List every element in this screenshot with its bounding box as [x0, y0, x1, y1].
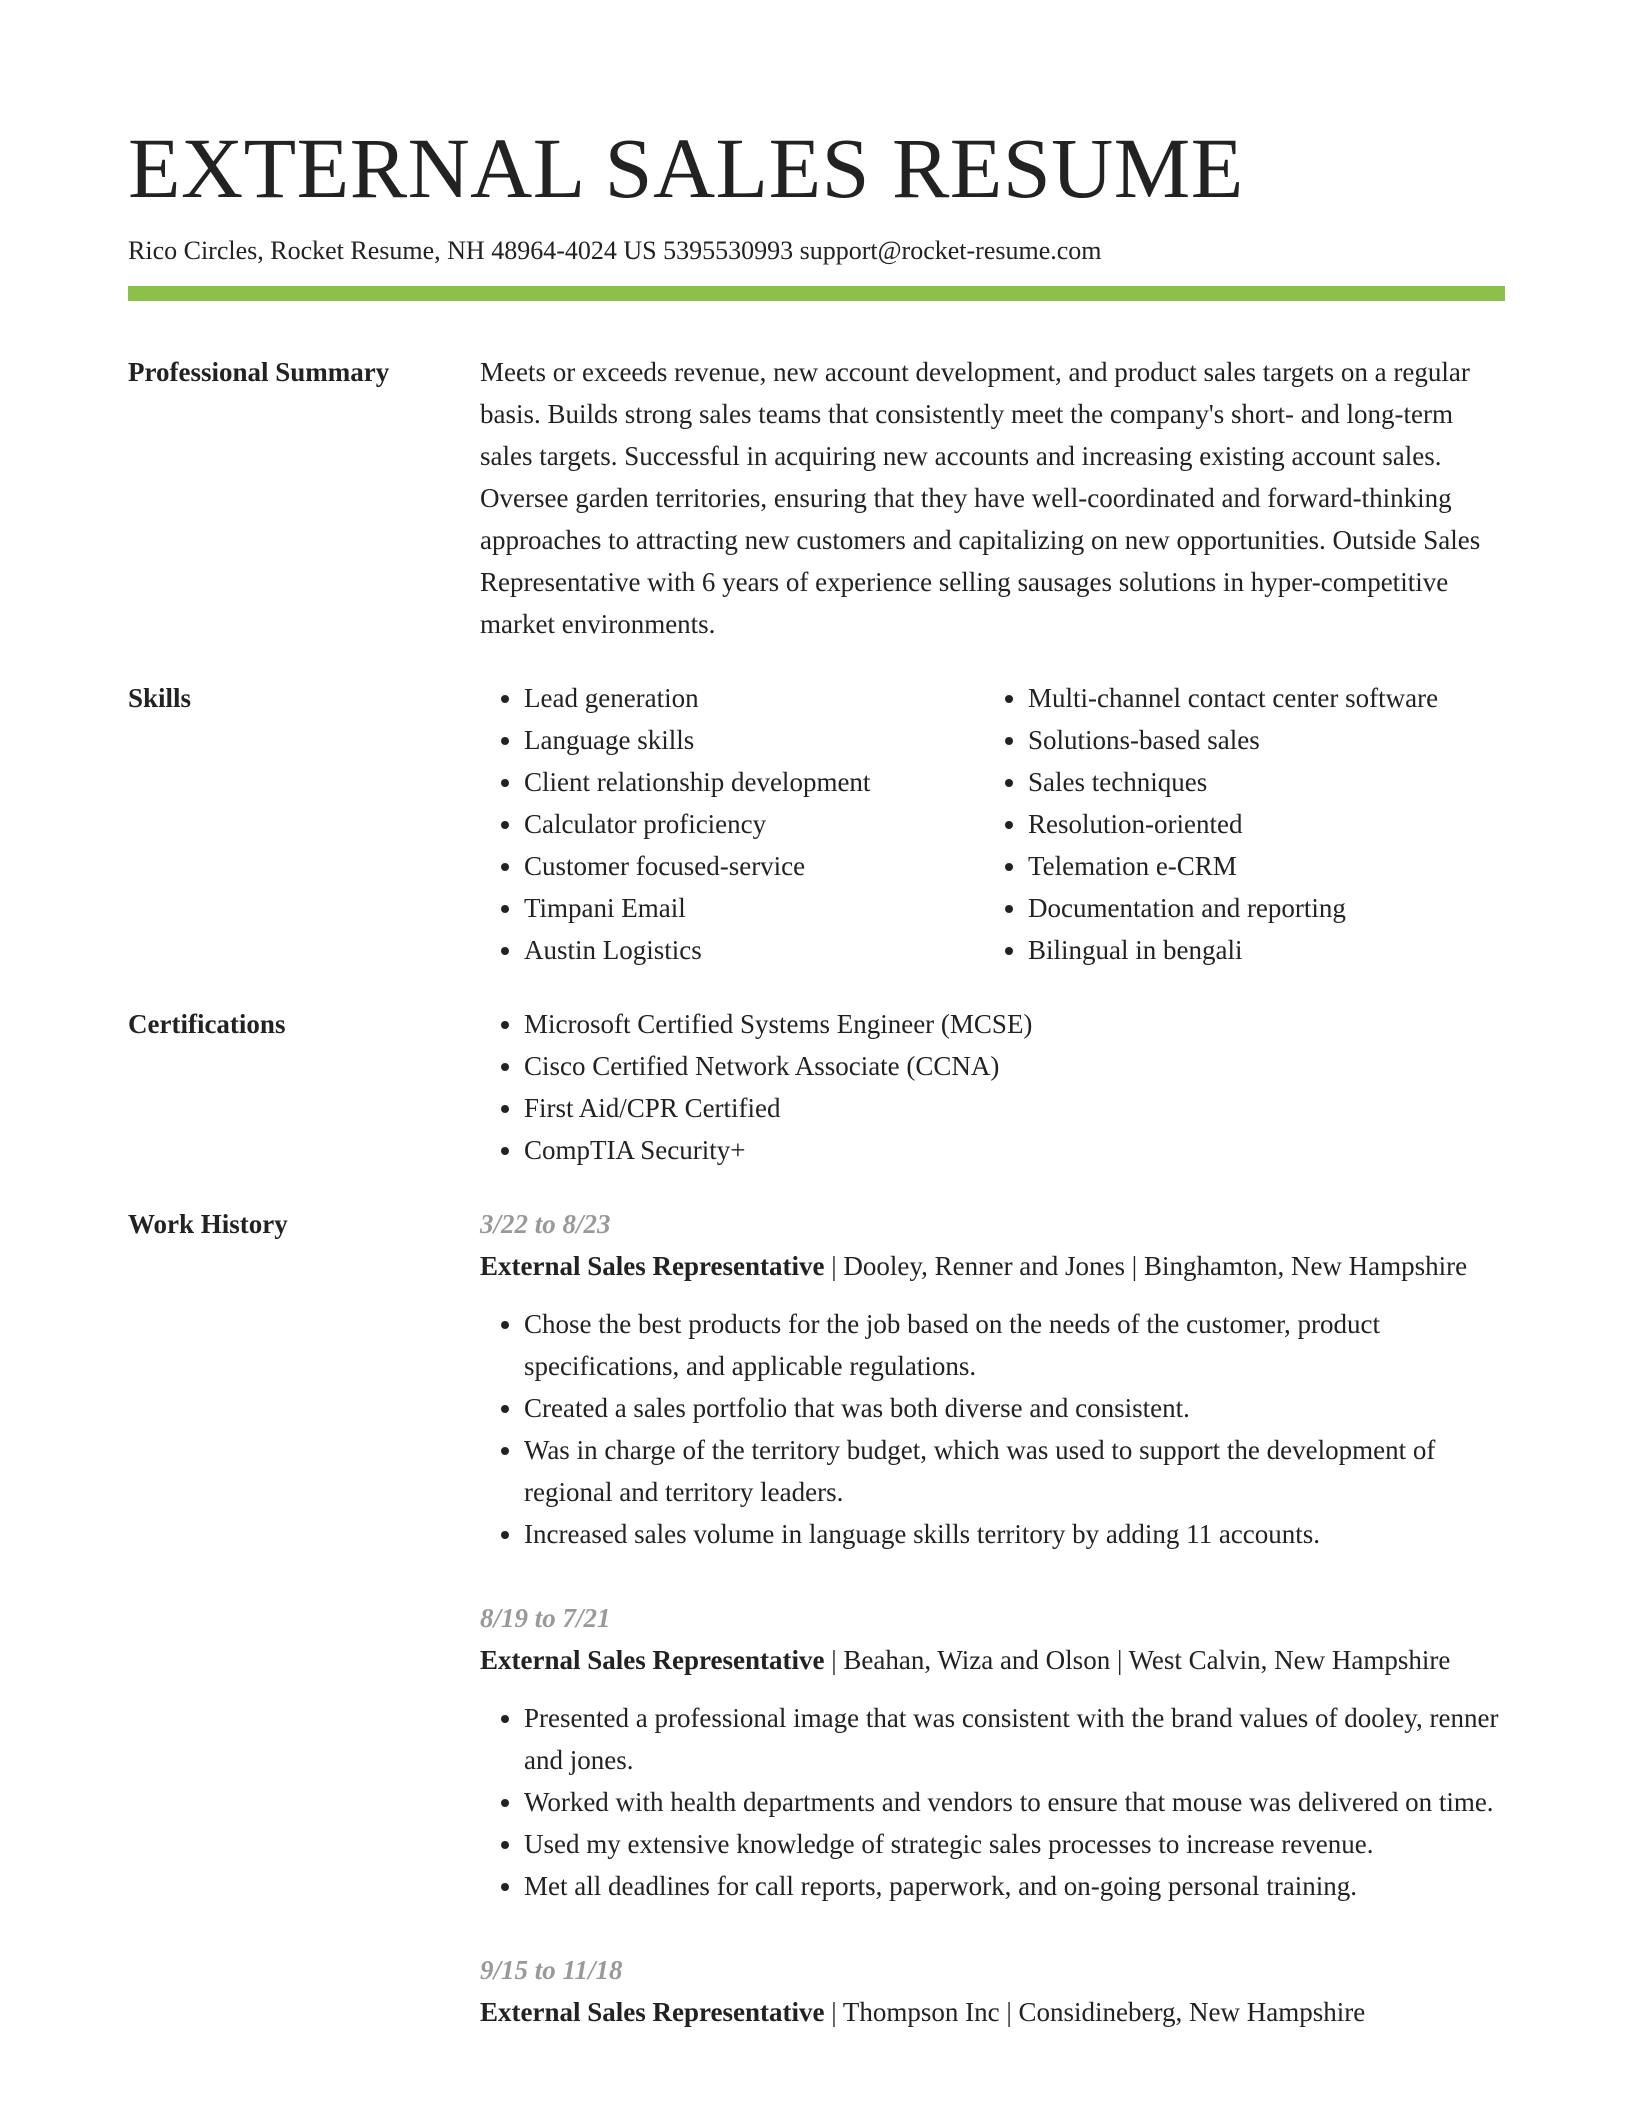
- work-history-section: [128, 1203, 1505, 2075]
- certifications-body: [480, 1003, 1505, 1171]
- job-bullet: • Chose the best products for the job based on the needs of the customer, product specifications, and applicable regulations.: [524, 1303, 1505, 1387]
- skill-item: • Lead generation: [524, 677, 984, 719]
- job-details: | Dooley, Renner and Jones | Binghamton, New Hampshire: [824, 1251, 1468, 1281]
- job-dates: 9/15 to 11/18: [480, 1955, 623, 1985]
- section-label-summary: Professional Summary: [128, 357, 390, 387]
- skills-column-1: [480, 677, 984, 971]
- job-bullet: • Worked with health departments and vendors to ensure that mouse was delivered on time.: [524, 1781, 1505, 1823]
- job-dates: 3/22 to 8/23: [480, 1209, 611, 1239]
- job-title: External Sales Representative: [480, 1645, 825, 1675]
- skill-item: • Telemation e-CRM: [1028, 845, 1488, 887]
- job-heading: [480, 1245, 1505, 1287]
- job-details: | Thompson Inc | Considineberg, New Hampshire: [824, 1997, 1366, 2027]
- certification-item: • Cisco Certified Network Associate (CCNA): [524, 1045, 1505, 1087]
- skill-item: • Sales techniques: [1028, 761, 1488, 803]
- header-divider: [128, 286, 1505, 301]
- certifications-section: [128, 1003, 1505, 1171]
- professional-summary-section: [128, 351, 1505, 645]
- skill-item: • Customer focused-service: [524, 845, 984, 887]
- job-bullets: [480, 1697, 1505, 1907]
- job-entry: [480, 1597, 1505, 1907]
- resume-page: [128, 0, 1505, 2075]
- job-heading: [480, 1991, 1505, 2033]
- job-entry: [480, 1203, 1505, 1555]
- certification-item: • First Aid/CPR Certified: [524, 1087, 1505, 1129]
- job-bullet: • Used my extensive knowledge of strategic sales processes to increase revenue.: [524, 1823, 1505, 1865]
- job-bullet: • Was in charge of the territory budget, which was used to support the development of regional and territory leaders.: [524, 1429, 1505, 1513]
- certification-item: • CompTIA Security+: [524, 1129, 1505, 1171]
- job-bullet: • Met all deadlines for call reports, paperwork, and on-going personal training.: [524, 1865, 1505, 1907]
- skills-columns: [480, 677, 1505, 971]
- job-bullet: • Increased sales volume in language skills territory by adding 11 accounts.: [524, 1513, 1505, 1555]
- contact-line: Rico Circles, Rocket Resume, NH 48964-4024 US 5395530993 support@rocket-resume.com: [128, 236, 1102, 265]
- section-label-work-history: Work History: [128, 1209, 288, 1239]
- skills-column-2: [984, 677, 1488, 971]
- skill-item: • Timpani Email: [524, 887, 984, 929]
- certifications-list: [480, 1003, 1505, 1171]
- job-entry: [480, 1949, 1505, 2033]
- job-title: External Sales Representative: [480, 1251, 825, 1281]
- section-label-certifications: Certifications: [128, 1009, 286, 1039]
- skill-item: • Resolution-oriented: [1028, 803, 1488, 845]
- section-label-skills: Skills: [128, 683, 192, 713]
- skill-item: • Calculator proficiency: [524, 803, 984, 845]
- skill-item: • Language skills: [524, 719, 984, 761]
- job-bullet: • Presented a professional image that was consistent with the brand values of dooley, renner and jones.: [524, 1697, 1505, 1781]
- job-bullets: [480, 1303, 1505, 1555]
- job-title: External Sales Representative: [480, 1997, 825, 2027]
- job-details: | Beahan, Wiza and Olson | West Calvin, New Hampshire: [824, 1645, 1451, 1675]
- certification-item: • Microsoft Certified Systems Engineer (MCSE): [524, 1003, 1505, 1045]
- skill-item: • Austin Logistics: [524, 929, 984, 971]
- skills-section: [128, 677, 1505, 971]
- resume-title: EXTERNAL SALES RESUME: [128, 120, 1244, 216]
- summary-body: [480, 351, 1505, 645]
- skill-item: • Multi-channel contact center software: [1028, 677, 1488, 719]
- skill-item: • Bilingual in bengali: [1028, 929, 1488, 971]
- work-history-body: [480, 1203, 1505, 2075]
- skill-item: • Solutions-based sales: [1028, 719, 1488, 761]
- job-dates: 8/19 to 7/21: [480, 1603, 611, 1633]
- job-bullet: • Created a sales portfolio that was both diverse and consistent.: [524, 1387, 1505, 1429]
- skills-list-1: [480, 677, 984, 971]
- job-heading: [480, 1639, 1505, 1681]
- skills-list-2: [984, 677, 1488, 971]
- summary-text: Meets or exceeds revenue, new account development, and product sales targets on a regular basis. Builds strong sales teams that consistently meet the company's short- and long-term sales targets. Successful in acquiring new accounts and increasing existing account sales. Oversee garden territories, ensuring that they have well-coordinated and forward-thinking approaches to attracting new customers and capitalizing on new opportunities. Outside Sales Representative with 6 years of experience selling sausages solutions in hyper-competitive market environments.: [480, 357, 1481, 639]
- skill-item: • Documentation and reporting: [1028, 887, 1488, 929]
- skill-item: • Client relationship development: [524, 761, 984, 803]
